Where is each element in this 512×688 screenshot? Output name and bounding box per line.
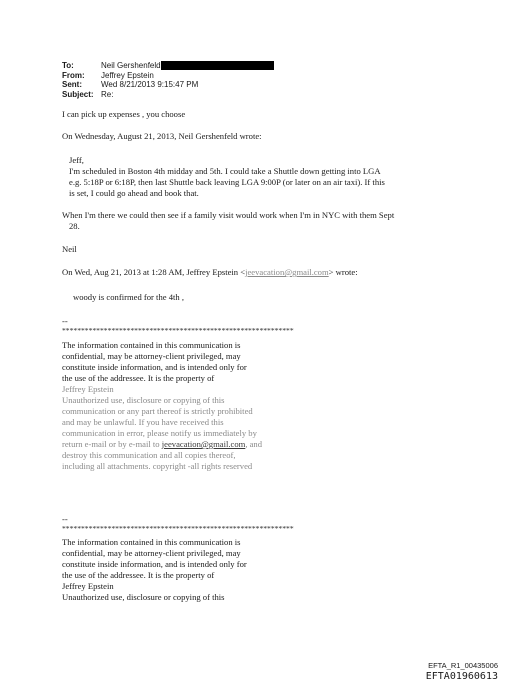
quote1-line2: e.g. 5:18P or 6:18P, then last Shuttle back leaving LGA 9:00P (or later on an air taxi). If this xyxy=(69,177,385,187)
disclaimer1-return-line xyxy=(62,439,262,450)
subject-row xyxy=(62,90,274,100)
quote1-line5: 28. xyxy=(69,221,80,231)
from-label: From: xyxy=(62,70,85,80)
attribution-prefix: On Wed, Aug 21, 2013 at 1:28 AM, Jeffrey Epstein < xyxy=(62,267,246,277)
disclaimer2-line: constitute inside information, and is intended only for xyxy=(62,559,247,569)
quote1-signoff: Neil xyxy=(62,244,77,254)
disclaimer2-line: confidential, may be attorney-client privileged, may xyxy=(62,548,241,558)
to-value: Neil Gershenfeld xyxy=(101,61,161,70)
disclaimer2-stars: ************************************************************* xyxy=(62,524,294,533)
disclaimer1-line: the use of the addressee. It is the property of xyxy=(62,373,215,383)
quote2-body: woody is confirmed for the 4th , xyxy=(73,292,184,302)
disclaimer1-gray-line: communication or any part thereof is strictly prohibited xyxy=(62,406,253,416)
quote1-greeting: Jeff, xyxy=(69,155,84,165)
email-link[interactable]: jeevacation@gmail.com xyxy=(161,439,246,449)
disclaimer1-gray-line: communication in error, please notify us immediately by xyxy=(62,428,257,438)
return-suffix: , and xyxy=(245,439,263,449)
disclaimer2-line: The information contained in this communication is xyxy=(62,537,241,547)
disclaimer2-line: Jeffrey Epstein xyxy=(62,581,114,591)
sent-label: Sent: xyxy=(62,80,82,89)
quote1-line3: is set, I could go ahead and book that. xyxy=(69,188,199,198)
to-row xyxy=(62,61,274,71)
bates-ref-primary: EFTA_R1_00435006 xyxy=(428,661,498,670)
from-value: Jeffrey Epstein xyxy=(101,70,154,80)
disclaimer1-line: The information contained in this communication is xyxy=(62,340,241,350)
from-row xyxy=(62,71,274,81)
subject-label: Subject: xyxy=(62,89,94,99)
to-label: To: xyxy=(62,61,74,70)
disclaimer1-line: confidential, may be attorney-client privileged, may xyxy=(62,351,241,361)
disclaimer2-line: Unauthorized use, disclosure or copying of this xyxy=(62,592,225,602)
quote2-attribution xyxy=(62,267,358,278)
reply-text: I can pick up expenses , you choose xyxy=(62,109,186,119)
quote1-line4: When I'm there we could then see if a family visit would work when I'm in NYC with them Sept xyxy=(62,210,395,220)
email-link[interactable]: jeevacation@gmail.com xyxy=(245,267,329,277)
disclaimer1-gray-line: destroy this communication and all copies thereof, xyxy=(62,450,236,460)
disclaimer2-line: the use of the addressee. It is the property of xyxy=(62,570,215,580)
quote1-line1: I'm scheduled in Boston 4th midday and 5th. I could take a Shuttle down getting into LGA xyxy=(69,166,381,176)
disclaimer1-gray-line: Unauthorized use, disclosure or copying of this xyxy=(62,395,225,405)
email-header xyxy=(62,61,274,99)
return-prefix: return e-mail or by e-mail to xyxy=(62,439,162,449)
disclaimer1-gray-line: and may be unlawful. If you have received this xyxy=(62,417,224,427)
disclaimer1-line: constitute inside information, and is intended only for xyxy=(62,362,247,372)
disclaimer1-dashes: -- xyxy=(62,316,68,326)
subject-value: Re: xyxy=(101,89,114,99)
quote1-attribution: On Wednesday, August 21, 2013, Neil Gershenfeld wrote: xyxy=(62,131,262,141)
attribution-suffix: > wrote: xyxy=(328,267,358,277)
sent-row xyxy=(62,80,274,90)
disclaimer1-gray-line: including all attachments. copyright -all rights reserved xyxy=(62,461,253,471)
disclaimer1-stars: ************************************************************* xyxy=(62,326,294,335)
sent-value: Wed 8/21/2013 9:15:47 PM xyxy=(101,80,199,89)
disclaimer2-dashes: -- xyxy=(62,514,68,524)
disclaimer1-gray-line: Jeffrey Epstein xyxy=(62,384,114,394)
redaction-bar xyxy=(161,61,274,70)
bates-ref-secondary: EFTA01960613 xyxy=(425,671,498,682)
